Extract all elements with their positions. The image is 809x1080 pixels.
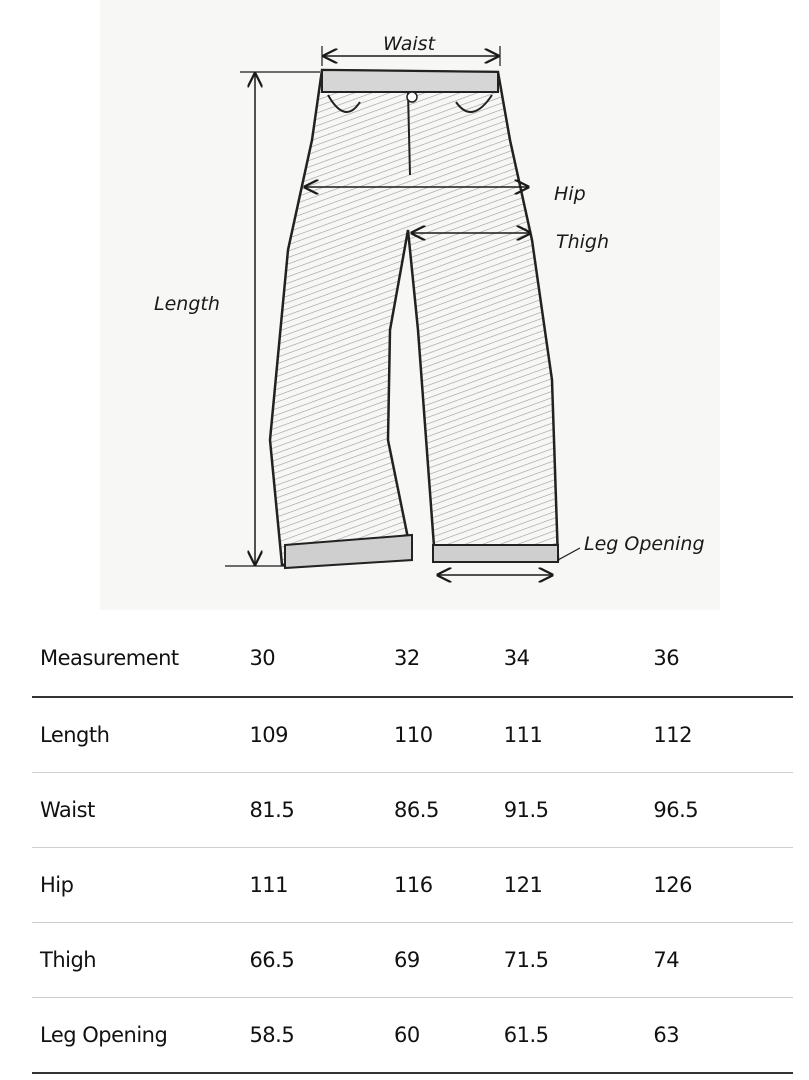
table-cell: 60 bbox=[394, 1023, 420, 1047]
length-label: Length bbox=[154, 293, 220, 315]
row-label: Waist bbox=[40, 798, 95, 822]
jeans-outline bbox=[270, 70, 558, 565]
jeans-size-diagram bbox=[100, 0, 720, 610]
table-cell: 126 bbox=[653, 873, 692, 897]
hip-label: Hip bbox=[554, 183, 586, 205]
table-cell: 69 bbox=[394, 948, 420, 972]
table-cell: 111 bbox=[503, 723, 543, 747]
table-row bbox=[32, 848, 793, 923]
table-cell: 116 bbox=[394, 873, 433, 897]
table-cell: 71.5 bbox=[503, 948, 549, 972]
leg-opening-label: Leg Opening bbox=[584, 533, 705, 555]
header-cell: 32 bbox=[394, 646, 420, 670]
table-row bbox=[32, 773, 793, 848]
table-cell: 61.5 bbox=[503, 1023, 549, 1047]
table-cell: 58.5 bbox=[249, 1023, 295, 1047]
size-chart-table bbox=[32, 620, 793, 1074]
table-cell: 74 bbox=[653, 948, 680, 972]
header-cell: Measurement bbox=[40, 646, 179, 670]
header-cell: 36 bbox=[653, 646, 680, 670]
table-cell: 66.5 bbox=[249, 948, 295, 972]
row-label: Thigh bbox=[40, 948, 97, 972]
jeans-illustration bbox=[100, 0, 720, 610]
table-cell: 81.5 bbox=[249, 798, 295, 822]
row-label: Hip bbox=[40, 873, 74, 897]
table-cell: 63 bbox=[653, 1023, 680, 1047]
thigh-label: Thigh bbox=[556, 231, 610, 253]
waist-label: Waist bbox=[383, 33, 436, 55]
table-cell: 112 bbox=[653, 723, 692, 747]
header-cell: 34 bbox=[503, 646, 530, 670]
table-cell: 91.5 bbox=[503, 798, 549, 822]
table-cell: 109 bbox=[249, 723, 289, 747]
table-cell: 111 bbox=[249, 873, 289, 897]
row-label: Leg Opening bbox=[40, 1023, 168, 1047]
header-cell: 30 bbox=[249, 646, 276, 670]
table-cell: 110 bbox=[394, 723, 433, 747]
table-cell: 96.5 bbox=[653, 798, 699, 822]
row-label: Length bbox=[40, 723, 110, 747]
table-row bbox=[32, 698, 793, 773]
table-cell: 121 bbox=[503, 873, 543, 897]
table-cell: 86.5 bbox=[394, 798, 439, 822]
table-row bbox=[32, 998, 793, 1074]
table-header-row bbox=[32, 620, 793, 698]
table-row bbox=[32, 923, 793, 998]
